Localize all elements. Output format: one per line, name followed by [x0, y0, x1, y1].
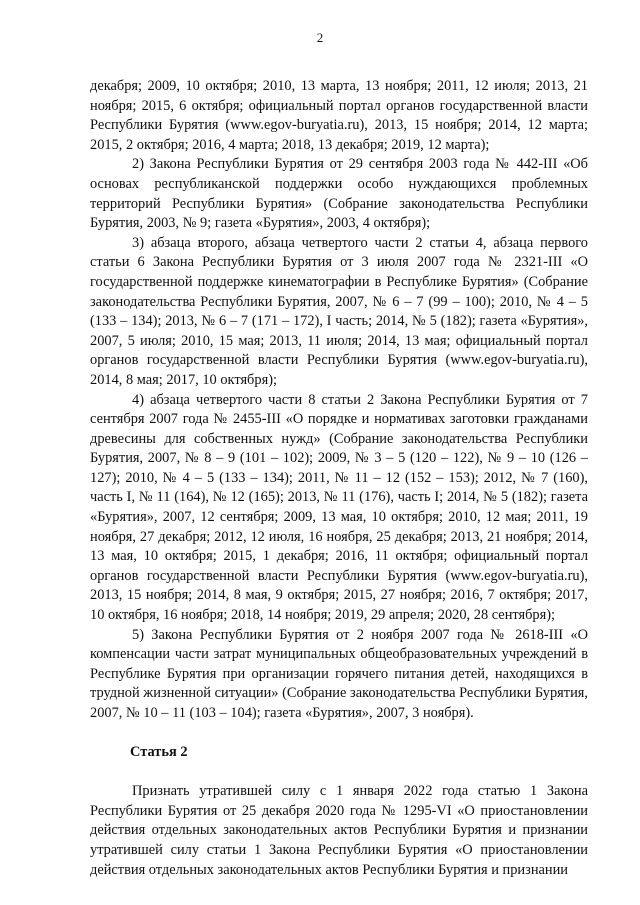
paragraph-continuation: декабря; 2009, 10 октября; 2010, 13 марта, 13 ноября; 2011, 12 июля; 2013, 21 ноября; 2015, 6 октября; официальный портал органов государственной власти Республики Бурятия (www.egov-buryatia.ru), 2013, 15 ноября; 2014, 12 марта; 2015, 2 октября; 2016, 4 марта; 2018, 13 декабря; 2019, 12 марта); [90, 78, 588, 153]
paragraph-item-3: 3) абзаца второго, абзаца четвертого части 2 статьи 4, абзаца первого статьи 6 Закона Республики Бурятия от 3 июля 2007 года № 2321-III «О государственной поддержке кинематографии в Республике Бурятия» (Собрание законодательства Республики Бурятия, 2007, № 6 – 7 (99 – 100); 2010, № 4 – 5 (133 – 134); 2013, № 6 – 7 (171 – 172), I часть; 2014, № 5 (182); газета «Бурятия», 2007, 5 июля; 2010, 15 мая; 2013, 11 июля; 2014, 13 мая; официальный портал органов государственной власти Республики Бурятия (www.egov-buryatia.ru), 2014, 8 мая; 2017, 10 октября); [90, 234, 588, 388]
paragraph-item-2: 2) Закона Республики Бурятия от 29 сентября 2003 года № 442-III «Об основах республиканской поддержки особо нуждающихся проблемных территорий Республики Бурятия» (Собрание законодательства Республики Бурятия, 2003, № 9; газета «Бурятия», 2003, 4 октября); [90, 156, 588, 232]
page-number: 2 [316, 30, 324, 45]
article-heading: Статья 2 [130, 743, 188, 760]
article-paragraph: Признать утратившей силу с 1 января 2022 года статью 1 Закона Республики Бурятия от 25 декабря 2020 года № 1295-VI «О приостановлении действия отдельных законодательных актов Республики Бурятия и признании утратившей силу статьи 1 Закона Республики Бурятия «О приостановлении действия отдельных законодательных актов Республики Бурятия и признании [90, 783, 588, 878]
paragraph-item-4: 4) абзаца четвертого части 8 статьи 2 Закона Республики Бурятия от 7 сентября 2007 года № 2455-III «О порядке и нормативах заготовки гражданами древесины для собственных нужд» (Собрание законодательства Республики Бурятия, 2007, № 8 – 9 (101 – 102); 2009, № 3 – 5 (120 – 122), № 9 – 10 (126 – 127); 2010, № 4 – 5 (133 – 134); 2011, № 11 – 12 (152 – 153); 2012, № 7 (160), часть I, № 11 (164), № 12 (165); 2013, № 11 (176), часть I; 2014, № 5 (182); газета «Бурятия», 2007, 12 сентября; 2009, 13 мая, 10 октября; 2010, 12 мая; 2011, 19 ноября, 27 декабря; 2012, 12 июля, 16 ноября, 25 декабря; 2013, 21 ноября; 2014, 13 мая, 10 октября; 2015, 1 декабря; 2016, 11 октября; официальный портал органов государственной власти Республики Бурятия (www.egov-buryatia.ru), 2013, 15 ноября; 2014, 8 мая, 9 октября; 2015, 27 ноября; 2016, 7 октября; 2017, 10 октября, 16 ноября; 2018, 14 ноября; 2019, 29 апреля; 2020, 28 сентября); [90, 391, 588, 624]
document-body [90, 77, 588, 880]
paragraph-item-5: 5) Закона Республики Бурятия от 2 ноября 2007 года № 2618-III «О компенсации части затрат муниципальных общеобразовательных учреждений в Республике Бурятия при организации горячего питания детей, находящихся в трудной жизненной ситуации» (Собрание законодательства Республики Бурятия, 2007, № 10 – 11 (103 – 104); газета «Бурятия», 2007, 3 ноября). [90, 626, 588, 721]
